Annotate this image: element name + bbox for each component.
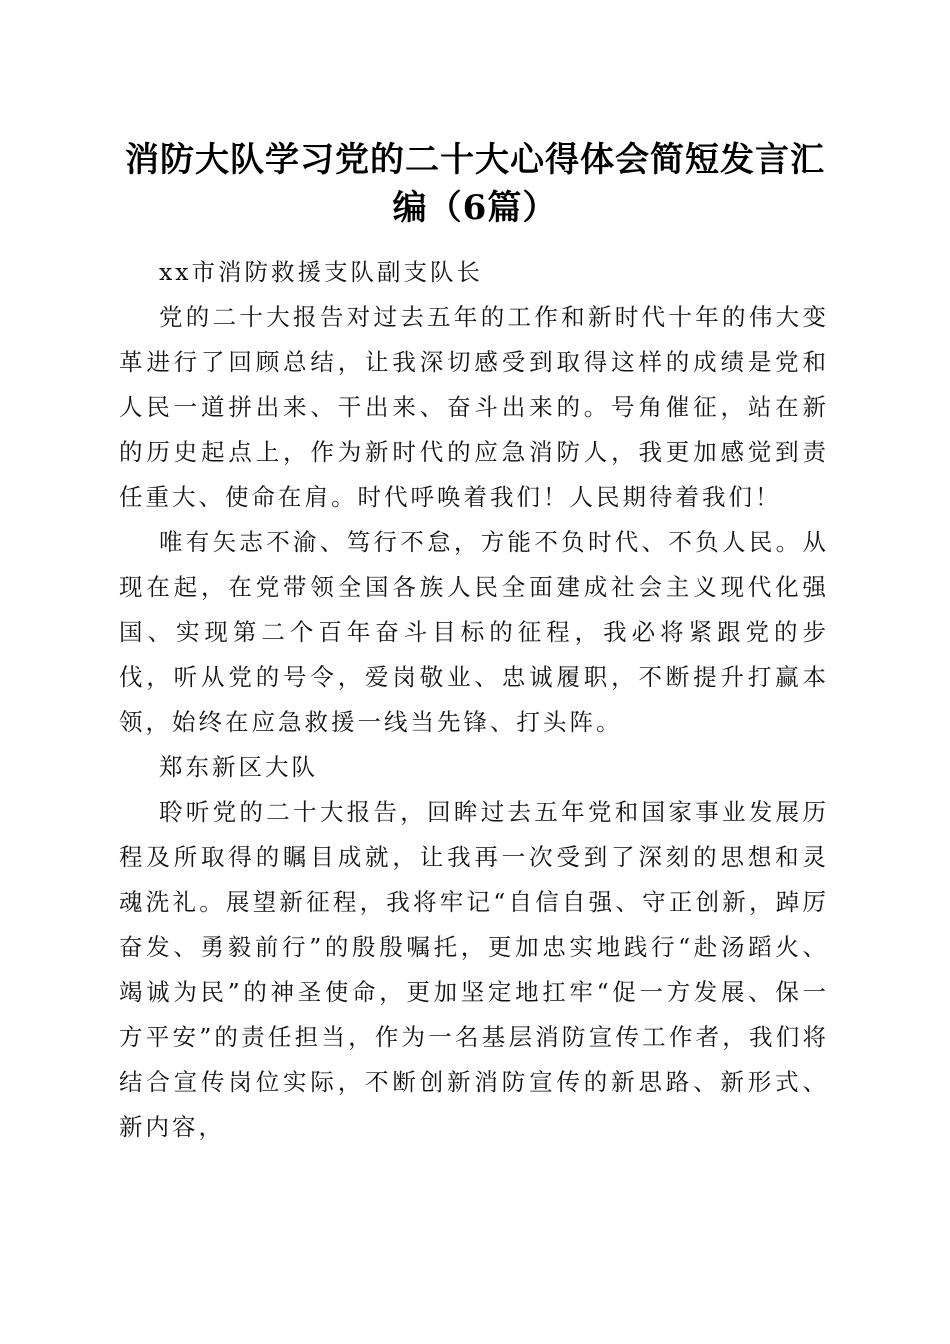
author-line-2: 郑东新区大队 xyxy=(159,753,318,781)
paragraph-1: 党的二十大报告对过去五年的工作和新时代十年的伟大变革进行了回顾总结，让我深切感受到取得这样的成绩是党和人民一道拼出来、干出来、奋斗出来的。号角催征，站在新的历史起点上，作为新时代的应急消防人，我更加感觉到责任重大、使命在肩。时代呼唤着我们！人民期待着我们！ xyxy=(119,303,829,511)
paragraph-3: 聆听党的二十大报告，回眸过去五年党和国家事业发展历程及所取得的瞩目成就，让我再一次受到了深刻的思想和灵魂洗礼。展望新征程，我将牢记“自信自强、守正创新，踔厉奋发、勇毅前行”的殷殷嘱托，更加忠实地践行“赴汤蹈火、竭诚为民”的神圣使命，更加坚定地扛牢“促一方发展、保一方平安”的责任担当，作为一名基层消防宣传工作者，我们将结合宣传岗位实际，不断创新消防宣传的新思路、新形式、新内容， xyxy=(119,798,829,1141)
paragraph-2: 唯有矢志不渝、笃行不怠，方能不负时代、不负人民。从现在起，在党带领全国各族人民全面建成社会主义现代化强国、实现第二个百年奋斗目标的征程，我必将紧跟党的步伐，听从党的号令，爱岗敬业、忠诚履职，不断提升打赢本领，始终在应急救援一线当先锋、打头阵。 xyxy=(119,528,829,736)
document-body xyxy=(119,250,829,1150)
author-line-1: xx市消防救援支队副支队长 xyxy=(159,258,484,286)
document-title: 消防大队学习党的二十大心得体会简短发言汇编（6篇） xyxy=(125,140,825,228)
